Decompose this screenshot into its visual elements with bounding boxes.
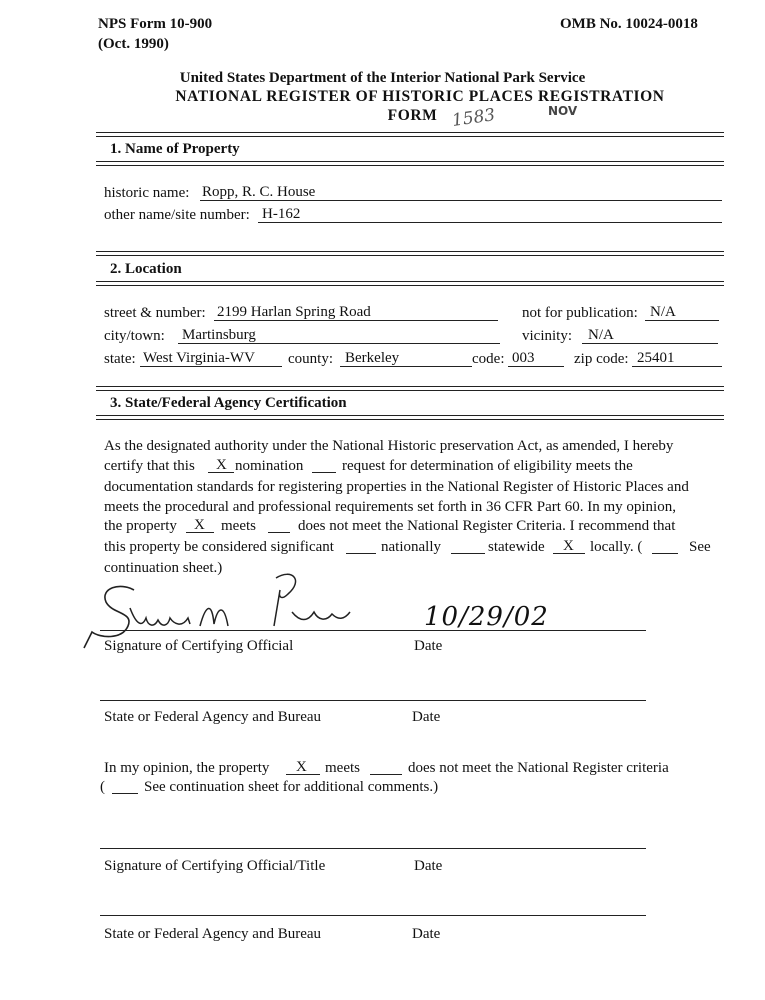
underline <box>340 366 472 367</box>
signature-line <box>100 630 646 631</box>
underline <box>652 553 678 554</box>
signature-date: 10/29/02 <box>424 602 549 632</box>
nfp-label: not for publication: <box>522 305 638 321</box>
zip-value: 25401 <box>637 350 675 366</box>
underline <box>214 320 498 321</box>
cert-line-2a: certify that this <box>104 458 195 474</box>
opinion-line-2b: See continuation sheet for additional comments.) <box>144 779 439 795</box>
section-3-heading: 3. State/Federal Agency Certification <box>110 395 347 411</box>
cert-line-6c: statewide <box>488 539 545 555</box>
agency-title: United States Department of the Interior National Park Service <box>179 70 586 86</box>
opinion-line-1a: In my opinion, the property <box>104 760 270 776</box>
underline <box>508 366 564 367</box>
rule <box>96 285 724 286</box>
underline <box>312 472 336 473</box>
cert-line-6e: See <box>689 539 711 555</box>
bureau-label: State or Federal Agency and Bureau <box>104 926 322 942</box>
rule <box>96 161 724 162</box>
city-value: Martinsburg <box>182 327 256 343</box>
rule <box>96 165 724 166</box>
rule <box>96 251 724 252</box>
signature-title-label: Signature of Certifying Official/Title <box>104 858 326 874</box>
signature-line <box>100 915 646 916</box>
underline <box>582 343 718 344</box>
nfp-value: N/A <box>650 304 676 320</box>
county-label: county: <box>288 351 333 367</box>
received-stamp: NOV <box>548 104 578 118</box>
rule <box>96 132 724 133</box>
underline <box>645 320 719 321</box>
form-number: NPS Form 10-900 <box>98 16 213 32</box>
form-title-line1: NATIONAL REGISTER OF HISTORIC PLACES REGISTRATION <box>175 88 665 105</box>
cert-line-2b: nomination <box>235 458 304 474</box>
cert-line-5a: the property <box>104 518 177 534</box>
code-value: 003 <box>512 350 535 366</box>
underline <box>553 553 585 554</box>
underline <box>208 472 234 473</box>
locally-mark: X <box>563 538 574 554</box>
underline <box>112 793 138 794</box>
zip-label: zip code: <box>574 351 629 367</box>
cert-line-6d: locally. ( <box>590 539 643 555</box>
state-value: West Virginia-WV <box>143 350 255 366</box>
underline <box>286 774 320 775</box>
signature-line <box>100 848 646 849</box>
vicinity-value: N/A <box>588 327 614 343</box>
cert-line-6b: nationally <box>381 539 441 555</box>
other-name-label: other name/site number: <box>104 207 250 223</box>
underline <box>200 200 722 201</box>
rule <box>96 386 724 387</box>
section-2-heading: 2. Location <box>110 261 182 277</box>
date-label: Date <box>412 709 441 725</box>
cert-line-1: As the designated authority under the National Historic preservation Act, as amended, I hereby <box>104 438 674 454</box>
underline <box>632 366 722 367</box>
signature-line <box>100 700 646 701</box>
omb-number: OMB No. 10024-0018 <box>560 16 698 32</box>
opinion-line-2a: ( <box>100 779 105 795</box>
opinion-meets-mark: X <box>296 759 307 775</box>
cert-line-7: continuation sheet.) <box>104 560 223 576</box>
signature-label: Signature of Certifying Official <box>104 638 294 654</box>
date-label: Date <box>414 858 443 874</box>
cert-line-2c: request for determination of eligibility meets the <box>342 458 633 474</box>
opinion-line-1b: meets <box>325 760 360 776</box>
street-value: 2199 Harlan Spring Road <box>217 304 371 320</box>
rule <box>96 419 724 420</box>
cert-line-6a: this property be considered significant <box>104 539 334 555</box>
underline <box>140 366 282 367</box>
nomination-mark: X <box>216 457 227 473</box>
underline <box>258 222 722 223</box>
date-label: Date <box>412 926 441 942</box>
cert-line-3: documentation standards for registering properties in the National Register of Historic Places and <box>104 479 689 495</box>
city-label: city/town: <box>104 328 165 344</box>
form-date: (Oct. 1990) <box>98 36 169 52</box>
other-name-value: H-162 <box>262 206 301 222</box>
vicinity-label: vicinity: <box>522 328 572 344</box>
rule <box>96 136 724 137</box>
bureau-label: State or Federal Agency and Bureau <box>104 709 322 725</box>
underline <box>451 553 485 554</box>
meets-mark: X <box>194 517 205 533</box>
rule <box>96 281 724 282</box>
form-title-line2: FORM <box>387 107 438 124</box>
historic-name-label: historic name: <box>104 185 190 201</box>
handwritten-number: 1583 <box>450 105 497 131</box>
date-label: Date <box>414 638 443 654</box>
cert-line-4: meets the procedural and professional requirements set forth in 36 CFR Part 60. In my opinion, <box>104 499 676 515</box>
code-label: code: <box>472 351 505 367</box>
underline <box>186 532 214 533</box>
rule <box>96 415 724 416</box>
underline <box>346 553 376 554</box>
rule <box>96 255 724 256</box>
cert-line-5c: does not meet the National Register Criteria. I recommend that <box>298 518 676 534</box>
underline <box>178 343 500 344</box>
historic-name-value: Ropp, R. C. House <box>202 184 316 200</box>
street-label: street & number: <box>104 305 206 321</box>
underline <box>268 532 290 533</box>
underline <box>370 774 402 775</box>
county-value: Berkeley <box>345 350 400 366</box>
section-1-heading: 1. Name of Property <box>110 141 240 157</box>
rule <box>96 390 724 391</box>
cert-line-5b: meets <box>221 518 256 534</box>
state-label: state: <box>104 351 136 367</box>
opinion-line-1c: does not meet the National Register criteria <box>408 760 669 776</box>
